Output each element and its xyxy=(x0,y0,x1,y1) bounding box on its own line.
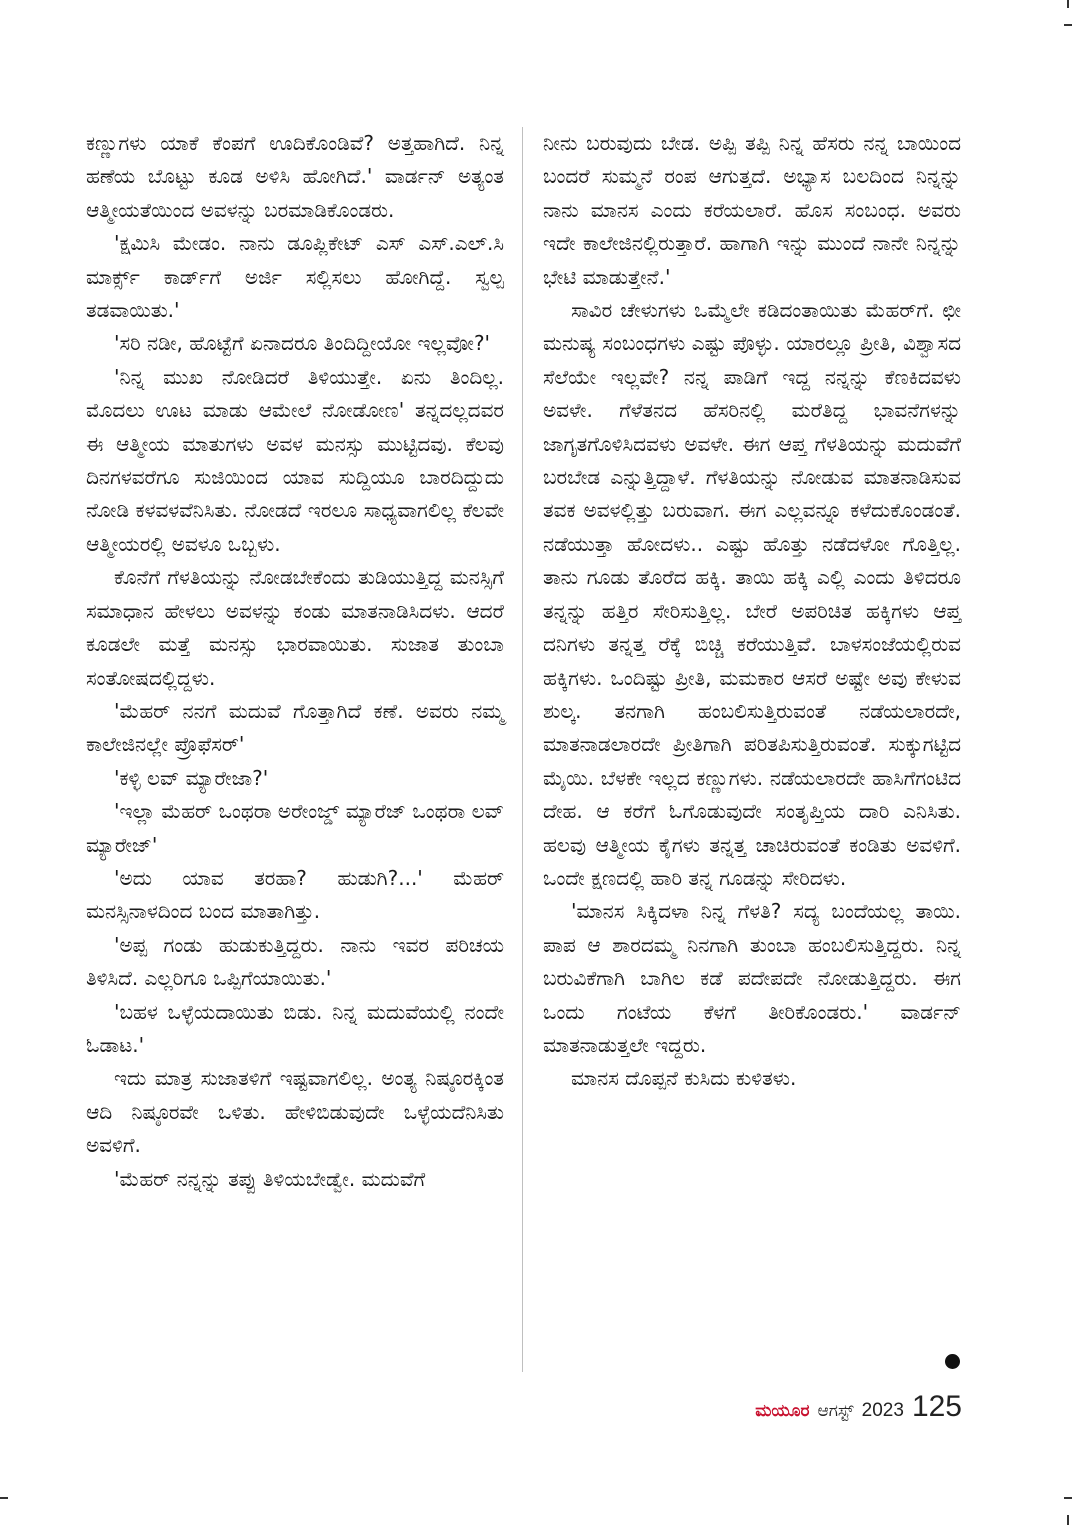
issue-month: ಆಗಸ್ಟ್ xyxy=(817,1401,854,1421)
end-mark-dot xyxy=(945,1354,960,1369)
left-column xyxy=(86,127,504,1196)
paragraph: ಕೊನೆಗೆ ಗೆಳತಿಯನ್ನು ನೋಡಬೇಕೆಂದು ತುಡಿಯುತ್ತಿದ್ದ ಮನಸ್ಸಿಗೆ ಸಮಾಧಾನ ಹೇಳಲು ಅವಳನ್ನು ಕಂಡು ಮಾತನಾಡಿಸಿದಳು. ಆದರೆ ಕೂಡಲೇ ಮತ್ತೆ ಮನಸ್ಸು ಭಾರವಾಯಿತು. ಸುಜಾತ ತುಂಬಾ ಸಂತೋಷದಲ್ಲಿದ್ದಳು. xyxy=(86,565,504,690)
crop-mark xyxy=(1064,1497,1072,1499)
paragraph: 'ಅದು ಯಾವ ತರಹಾ? ಹುಡುಗಿ?...' ಮೆಹರ್ ಮನಸ್ಸಿನಾಳದಿಂದ ಬಂದ ಮಾತಾಗಿತ್ತು. xyxy=(86,865,504,924)
paragraph: 'ಅಪ್ಪ ಗಂಡು ಹುಡುಕುತ್ತಿದ್ದರು. ನಾನು ಇವರ ಪರಿಚಯ ತಿಳಿಸಿದೆ. ಎಲ್ಲರಿಗೂ ಒಪ್ಪಿಗೆಯಾಯಿತು.' xyxy=(86,932,504,991)
paragraph: ಕಣ್ಣುಗಳು ಯಾಕೆ ಕೆಂಪಗೆ ಊದಿಕೊಂಡಿವೆ? ಅತ್ತಹಾಗಿದೆ. ನಿನ್ನ ಹಣೆಯ ಬೊಟ್ಟು ಕೂಡ ಅಳಿಸಿ ಹೋಗಿದೆ.' ವಾರ್ಡನ್ ಅತ್ಯಂತ ಆತ್ಮೀಯತೆಯಿಂದ ಅವಳನ್ನು ಬರಮಾಡಿಕೊಂಡರು. xyxy=(86,131,504,222)
crop-mark xyxy=(1067,1515,1069,1525)
paragraph: 'ನಿನ್ನ ಮುಖ ನೋಡಿದರೆ ತಿಳಿಯುತ್ತೇ. ಏನು ತಿಂದಿಲ್ಲ. ಮೊದಲು ಊಟ ಮಾಡು ಆಮೇಲೆ ನೋಡೋಣ' ತನ್ನದಲ್ಲದವರ ಈ ಆತ್ಮೀಯ ಮಾತುಗಳು ಅವಳ ಮನಸ್ಸು ಮುಟ್ಟಿದವು. ಕೆಲವು ದಿನಗಳವರೆಗೂ ಸುಜಿಯಿಂದ ಯಾವ ಸುದ್ದಿಯೂ ಬಾರದಿದ್ದುದು ನೋಡಿ ಕಳವಳವೆನಿಸಿತು. ನೋಡದೆ ಇರಲೂ ಸಾಧ್ಯವಾಗಲಿಲ್ಲ ಕೆಲವೇ ಆತ್ಮೀಯರಲ್ಲಿ ಅವಳೂ ಒಬ್ಬಳು. xyxy=(86,364,504,556)
paragraph: ಮಾನಸ ದೊಪ್ಪನೆ ಕುಸಿದು ಕುಳಿತಳು. xyxy=(571,1066,797,1091)
paragraph: 'ಸರಿ ನಡೀ, ಹೊಟ್ಟೆಗೆ ಏನಾದರೂ ತಿಂದಿದ್ದೀಯೋ ಇಲ್ಲವೋ?' xyxy=(114,331,491,356)
right-column xyxy=(543,127,961,1096)
paragraph: ಇದು ಮಾತ್ರ ಸುಜಾತಳಿಗೆ ಇಷ್ಟವಾಗಲಿಲ್ಲ. ಅಂತ್ಯ ನಿಷ್ಠೂರಕ್ಕಿಂತ ಆದಿ ನಿಷ್ಠೂರವೇ ಒಳಿತು. ಹೇಳಿಬಿಡುವುದೇ ಒಳ್ಳೆಯದೆನಿಸಿತು ಅವಳಿಗೆ. xyxy=(86,1066,504,1158)
paragraph: 'ಮೆಹರ್ ನನಗೆ ಮದುವೆ ಗೊತ್ತಾಗಿದೆ ಕಣೆ. ಅವರು ನಮ್ಮ ಕಾಲೇಜಿನಲ್ಲೇ ಪ್ರೊಫೆಸರ್' xyxy=(86,698,504,757)
column-divider xyxy=(522,127,523,1372)
magazine-brand: ಮಯೂರ xyxy=(755,1401,810,1421)
paragraph: 'ಕ್ಷಮಿಸಿ ಮೇಡಂ. ನಾನು ಡೂಪ್ಲಿಕೇಟ್ ಎಸ್ ಎಸ್.ಎಲ್.ಸಿ ಮಾರ್ಕ್ಸ್ ಕಾರ್ಡ್‌ಗೆ ಅರ್ಜಿ ಸಲ್ಲಿಸಲು ಹೋಗಿದ್ದೆ. ಸ್ವಲ್ಪ ತಡವಾಯಿತು.' xyxy=(86,231,504,323)
paragraph: 'ಮಾನಸ ಸಿಕ್ಕಿದಳಾ ನಿನ್ನ ಗೆಳತಿ? ಸದ್ಯ ಬಂದೆಯಲ್ಲ ತಾಯಿ. ಪಾಪ ಆ ಶಾರದಮ್ಮ ನಿನಗಾಗಿ ತುಂಬಾ ಹಂಬಲಿಸುತ್ತಿದ್ದರು. ನಿನ್ನ ಬರುವಿಕೆಗಾಗಿ ಬಾಗಿಲ ಕಡೆ ಪದೇಪದೇ ನೋಡುತ್ತಿದ್ದರು. ಈಗ ಒಂದು ಗಂಟೆಯ ಕೆಳಗೆ ತೀರಿಕೊಂಡರು.' ವಾರ್ಡನ್ ಮಾತನಾಡುತ್ತಲೇ ಇದ್ದರು. xyxy=(543,899,961,1057)
paragraph: 'ಕಳ್ಳಿ ಲವ್ ಮ್ಯಾರೇಜಾ?' xyxy=(114,765,269,790)
paragraph: ಸಾವಿರ ಚೇಳುಗಳು ಒಮ್ಮೆಲೇ ಕಡಿದಂತಾಯಿತು ಮೆಹರ್‌ಗೆ. ಛೀ ಮನುಷ್ಯ ಸಂಬಂಧಗಳು ಎಷ್ಟು ಪೊಳ್ಳು. ಯಾರಲ್ಲೂ ಪ್ರೀತಿ, ವಿಶ್ವಾಸದ ಸೆಲೆಯೇ ಇಲ್ಲವೇ? ನನ್ನ ಪಾಡಿಗೆ ಇದ್ದ ನನ್ನನ್ನು ಕೆಣಕಿದವಳು ಅವಳೇ. ಗೆಳೆತನದ ಹೆಸರಿನಲ್ಲಿ ಮರೆತಿದ್ದ ಭಾವನೆಗಳನ್ನು ಜಾಗೃತಗೊಳಿಸಿದವಳು ಅವಳೇ. ಈಗ ಆಪ್ತ ಗೆಳತಿಯನ್ನು ಮದುವೆಗೆ ಬರಬೇಡ ಎನ್ನುತ್ತಿದ್ದಾಳೆ. ಗೆಳತಿಯನ್ನು ನೋಡುವ ಮಾತನಾಡಿಸುವ ತವಕ ಅವಳಲ್ಲಿತ್ತು ಬರುವಾಗ. ಈಗ ಎಲ್ಲವನ್ನೂ ಕಳೆದುಕೊಂಡಂತೆ. ನಡೆಯುತ್ತಾ ಹೋದಳು.. ಎಷ್ಟು ಹೊತ್ತು ನಡೆದಳೋ ಗೊತ್ತಿಲ್ಲ. ತಾನು ಗೂಡು ತೊರೆದ ಹಕ್ಕಿ. ತಾಯಿ ಹಕ್ಕಿ ಎಲ್ಲಿ ಎಂದು ತಿಳಿದರೂ ತನ್ನನ್ನು ಹತ್ತಿರ ಸೇರಿಸುತ್ತಿಲ್ಲ. ಬೇರೆ ಅಪರಿಚಿತ ಹಕ್ಕಿಗಳು ಆಪ್ತ ದನಿಗಳು ತನ್ನತ್ತ ರೆಕ್ಕೆ ಬಿಚ್ಚಿ ಕರೆಯುತ್ತಿವೆ. ಬಾಳಸಂಜೆಯಲ್ಲಿರುವ ಹಕ್ಕಿಗಳು. ಒಂದಿಷ್ಟು ಪ್ರೀತಿ, ಮಮಕಾರ ಆಸರೆ ಅಷ್ಟೇ ಅವು ಕೇಳುವ ಶುಲ್ಕ. ತನಗಾಗಿ ಹಂಬಲಿಸುತ್ತಿರುವಂತೆ ನಡೆಯಲಾರದೇ, ಮಾತನಾಡಲಾರದೇ ಪ್ರೀತಿಗಾಗಿ ಪರಿತಪಿಸುತ್ತಿರುವಂತೆ. ಸುಕ್ಕುಗಟ್ಟಿದ ಮೈಯಿ. ಬೆಳಕೇ ಇಲ್ಲದ ಕಣ್ಣುಗಳು. ನಡೆಯಲಾರದೇ ಹಾಸಿಗೆಗಂಟಿದ ದೇಹ. ಆ ಕರೆಗೆ ಓಗೊಡುವುದೇ ಸಂತೃಪ್ತಿಯ ದಾರಿ ಎನಿಸಿತು. ಹಲವು ಆತ್ಮೀಯ ಕೈಗಳು ತನ್ನತ್ತ ಚಾಚಿರುವಂತೆ ಕಂಡಿತು ಅವಳಿಗೆ. ಒಂದೇ ಕ್ಷಣದಲ್ಲಿ ಹಾರಿ ತನ್ನ ಗೂಡನ್ನು ಸೇರಿದಳು. xyxy=(543,298,961,890)
crop-mark xyxy=(0,1497,8,1499)
crop-mark xyxy=(1067,0,1069,8)
paragraph: ನೀನು ಬರುವುದು ಬೇಡ. ಅಪ್ಪಿ ತಪ್ಪಿ ನಿನ್ನ ಹೆಸರು ನನ್ನ ಬಾಯಿಂದ ಬಂದರೆ ಸುಮ್ಮನೆ ರಂಪ ಆಗುತ್ತದೆ. ಅಭ್ಯಾಸ ಬಲದಿಂದ ನಿನ್ನನ್ನು ನಾನು ಮಾನಸ ಎಂದು ಕರೆಯಲಾರೆ. ಹೊಸ ಸಂಬಂಧ. ಅವರು ಇದೇ ಕಾಲೇಜಿನಲ್ಲಿರುತ್ತಾರೆ. ಹಾಗಾಗಿ ಇನ್ನು ಮುಂದೆ ನಾನೇ ನಿನ್ನನ್ನು ಭೇಟಿ ಮಾಡುತ್ತೇನೆ.' xyxy=(543,131,961,289)
paragraph: 'ಬಹಳ ಒಳ್ಳೆಯದಾಯಿತು ಬಿಡು. ನಿನ್ನ ಮದುವೆಯಲ್ಲಿ ನಂದೇ ಓಡಾಟ.' xyxy=(86,999,504,1057)
page-number: 125 xyxy=(911,1390,962,1423)
page-footer xyxy=(755,1390,962,1430)
paragraph: 'ಇಲ್ಲಾ ಮೆಹರ್ ಒಂಥರಾ ಅರೇಂಜ್ಡ್ ಮ್ಯಾರೆಜ್ ಒಂಥರಾ ಲವ್ ಮ್ಯಾರೇಜ್' xyxy=(86,799,504,857)
crop-mark xyxy=(1064,24,1072,26)
issue-year: 2023 xyxy=(861,1400,904,1421)
paragraph: 'ಮೆಹರ್ ನನ್ನನ್ನು ತಪ್ಪು ತಿಳಿಯಬೇಡ್ವೇ. ಮದುವೆಗೆ xyxy=(114,1166,426,1191)
